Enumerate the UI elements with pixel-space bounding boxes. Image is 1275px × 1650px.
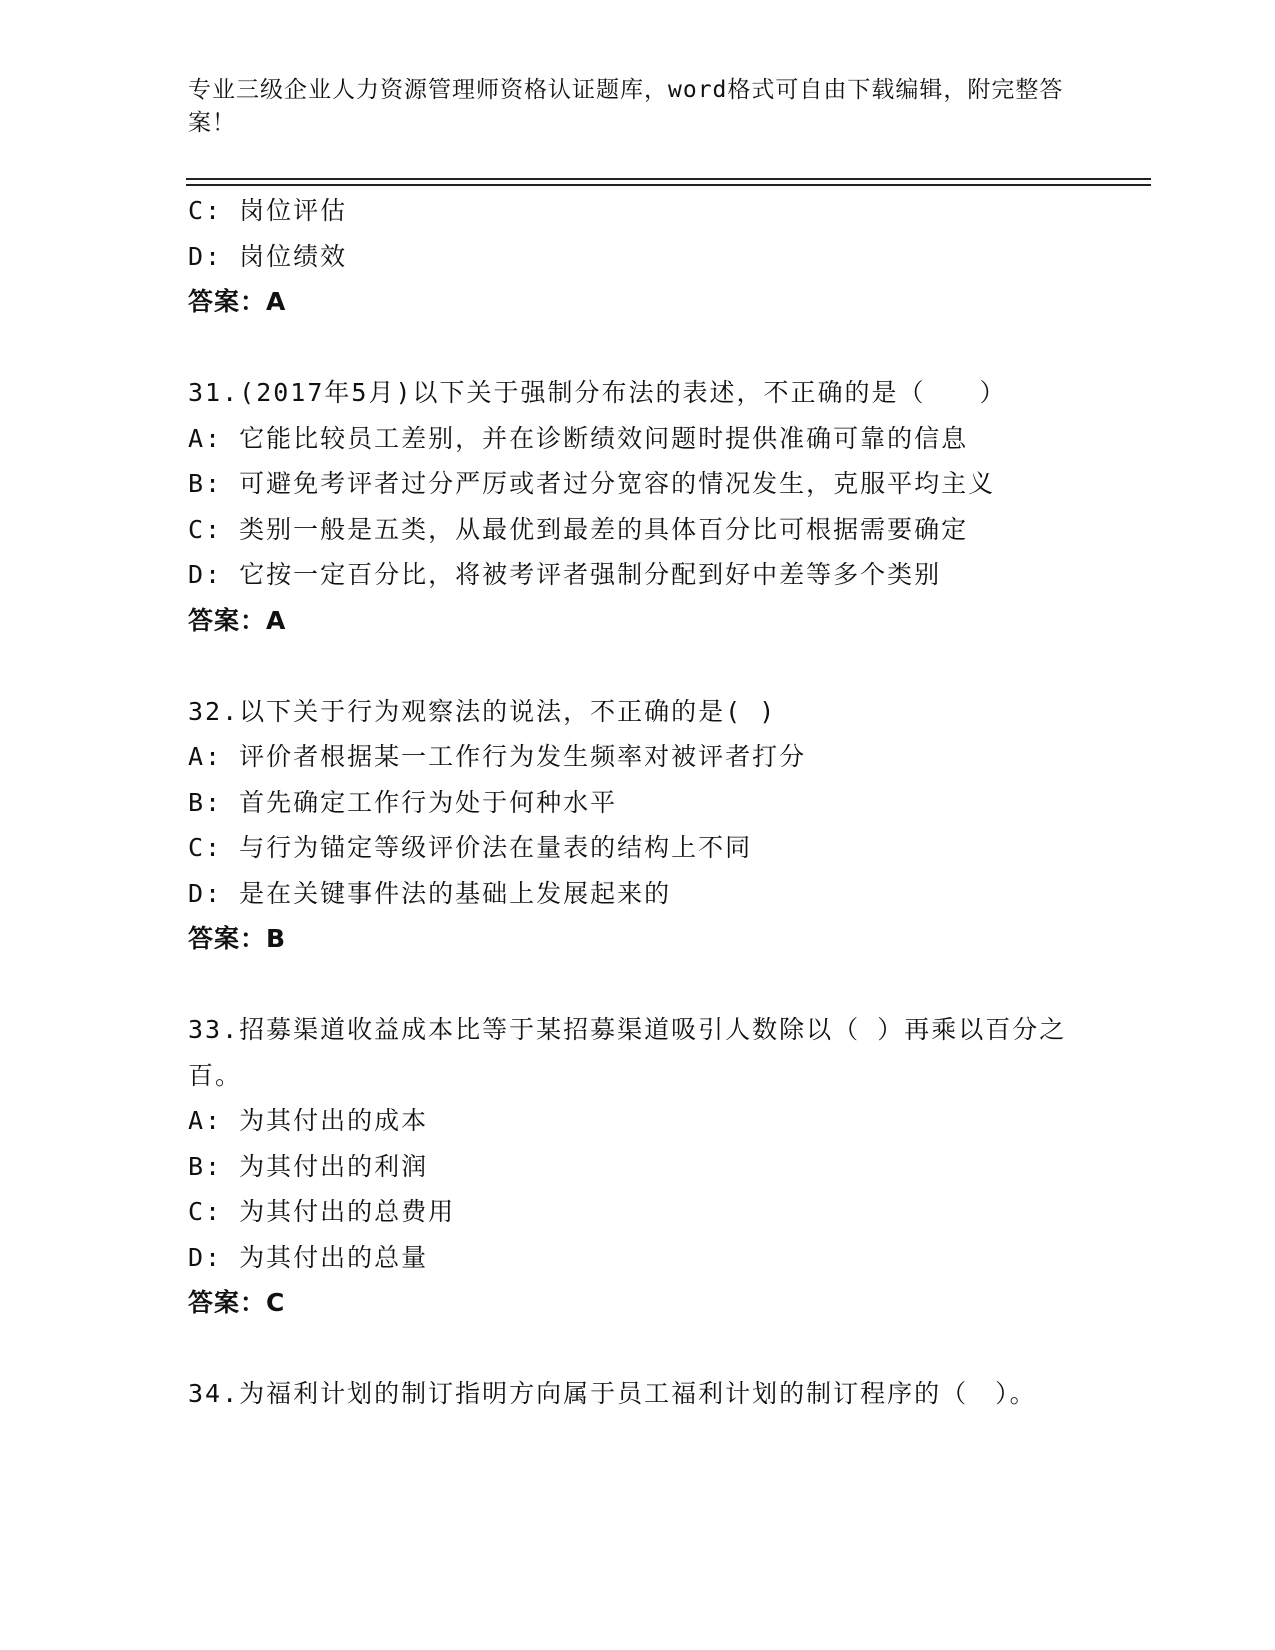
- option-a: A: 评价者根据某一工作行为发生频率对被评者打分: [188, 742, 807, 771]
- option-a: A: 为其付出的成本: [188, 1106, 429, 1135]
- answer: 答案：A: [188, 605, 287, 635]
- option-b: B: 为其付出的利润: [188, 1151, 429, 1181]
- spacer: [188, 325, 1068, 371]
- question-stem: 33.招募渠道收益成本比等于某招募渠道吸引人数除以（ ）再乘以百分之百。: [188, 1015, 1067, 1090]
- question-stem: 31.(2017年5月)以下关于强制分布法的表述，不正确的是（ ）: [188, 378, 1007, 407]
- question-31: [188, 370, 1068, 643]
- question-34: [188, 1371, 1068, 1417]
- question-stem: 32.以下关于行为观察法的说法，不正确的是( ): [188, 696, 777, 726]
- question-30-continuation: [188, 188, 1068, 325]
- option-a: A: 它能比较员工差别，并在诊断绩效问题时提供准确可靠的信息: [188, 423, 969, 453]
- header-divider-bottom: [186, 184, 1151, 186]
- document-header: 专业三级企业人力资源管理师资格认证题库，word格式可自由下载编辑，附完整答案！: [188, 77, 1064, 136]
- option-c: C: 与行为锚定等级评价法在量表的结构上不同: [188, 833, 753, 862]
- answer: 答案：A: [188, 287, 287, 316]
- spacer: [188, 643, 1068, 689]
- spacer: [188, 962, 1068, 1008]
- question-33: [188, 1007, 1068, 1326]
- document-body: [188, 188, 1068, 1417]
- option-d: D: 是在关键事件法的基础上发展起来的: [188, 878, 672, 908]
- option-b: B: 首先确定工作行为处于何种水平: [188, 787, 618, 817]
- option-d: D: 岗位绩效: [188, 241, 348, 271]
- option-c: C: 为其付出的总费用: [188, 1197, 456, 1226]
- option-b: B: 可避免考评者过分严厉或者过分宽容的情况发生，克服平均主义: [188, 469, 996, 498]
- option-c: C: 类别一般是五类，从最优到最差的具体百分比可根据需要确定: [188, 514, 969, 544]
- header-divider-top: [186, 178, 1151, 180]
- question-32: [188, 689, 1068, 962]
- answer: 答案：B: [188, 924, 287, 953]
- answer: 答案：C: [188, 1288, 286, 1317]
- spacer: [188, 1326, 1068, 1372]
- question-stem: 34.为福利计划的制订指明方向属于员工福利计划的制订程序的（ ）。: [188, 1379, 1037, 1408]
- option-d: D: 它按一定百分比，将被考评者强制分配到好中差等多个类别: [188, 560, 942, 589]
- option-c: C: 岗位评估: [188, 196, 348, 225]
- option-d: D: 为其付出的总量: [188, 1242, 429, 1272]
